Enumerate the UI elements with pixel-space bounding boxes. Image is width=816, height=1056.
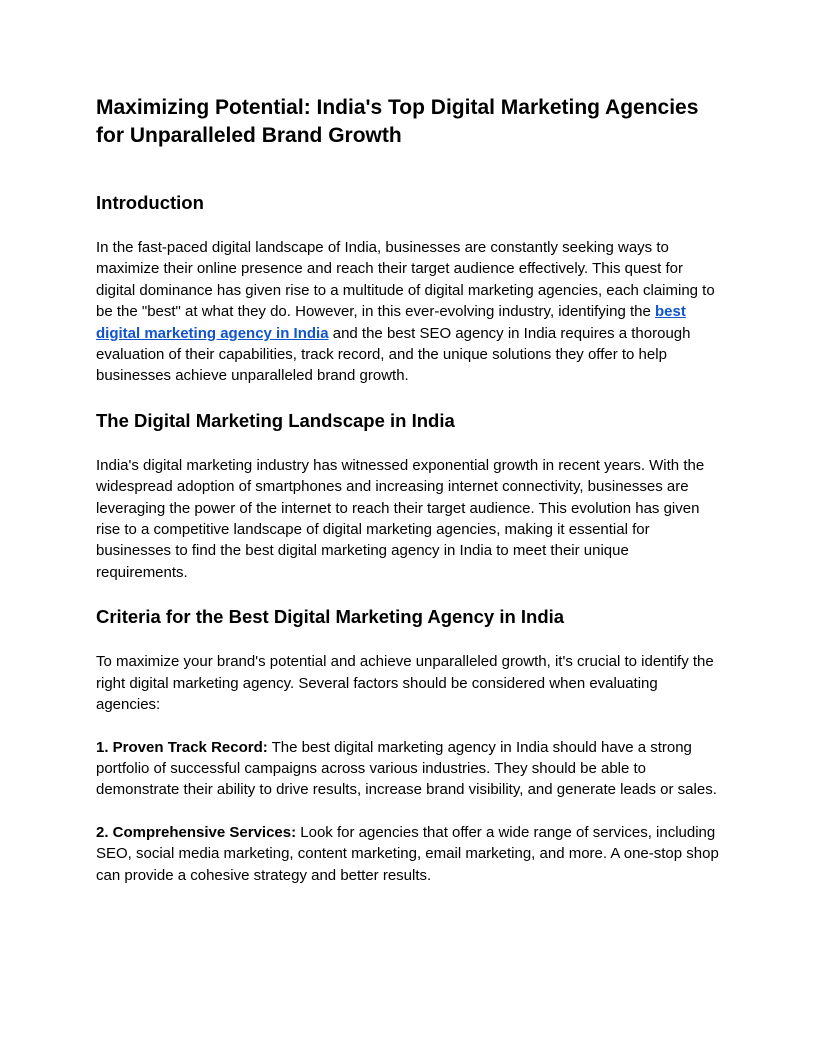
intro-text-before-link: In the fast-paced digital landscape of India, businesses are constantly seeking ways to maximize their online presence and reach their target audience effectively. This quest for digital dominance has given rise to a multitude of digital marketing agencies, each claiming to be the "best" at what they do. However, in this ever-evolving industry, identifying the bbox=[96, 239, 715, 321]
paragraph-landscape: India's digital marketing industry has witnessed exponential growth in recent years. With the widespread adoption of smartphones and increasing internet connectivity, businesses are leveraging the power of the internet to reach their target audience. This evolution has given rise to a competitive landscape of digital marketing agencies, making it essential for businesses to find the best digital marketing agency in India to meet their unique requirements. bbox=[96, 456, 705, 581]
best-digital-marketing-agency-link[interactable]: best digital marketing agency in India bbox=[96, 303, 686, 342]
paragraph-criteria-item-2 bbox=[96, 822, 720, 886]
intro-text-after-link: and the best SEO agency in India requires a thorough evaluation of their capabilities, track record, and the unique solutions they offer to help businesses achieve unparalleled brand growth. bbox=[96, 324, 691, 385]
heading-introduction: Introduction bbox=[96, 192, 204, 213]
paragraph-introduction bbox=[96, 237, 720, 387]
document-title: Maximizing Potential: India's Top Digital Marketing Agencies for Unparalleled Brand Growth bbox=[96, 96, 699, 147]
heading-criteria: Criteria for the Best Digital Marketing Agency in India bbox=[96, 606, 565, 628]
criteria-item-1-text: The best digital marketing agency in India should have a strong portfolio of successful campaigns across various industries. They should be able to demonstrate their ability to drive results, increase brand visibility, and generate leads or sales. bbox=[96, 738, 717, 799]
paragraph-criteria-intro: To maximize your brand's potential and achieve unparalleled growth, it's crucial to identify the right digital marketing agency. Several factors should be considered when evaluating agencies: bbox=[96, 653, 714, 714]
heading-landscape: The Digital Marketing Landscape in India bbox=[96, 409, 455, 431]
criteria-item-1-label: 1. Proven Track Record: bbox=[96, 738, 268, 756]
criteria-item-2-label: 2. Comprehensive Services: bbox=[96, 823, 297, 841]
paragraph-criteria-item-1 bbox=[96, 737, 720, 801]
criteria-item-2-text: Look for agencies that offer a wide range of services, including SEO, social media marketing, content marketing, email marketing, and more. A one-stop shop can provide a cohesive strategy and better results. bbox=[96, 823, 719, 884]
